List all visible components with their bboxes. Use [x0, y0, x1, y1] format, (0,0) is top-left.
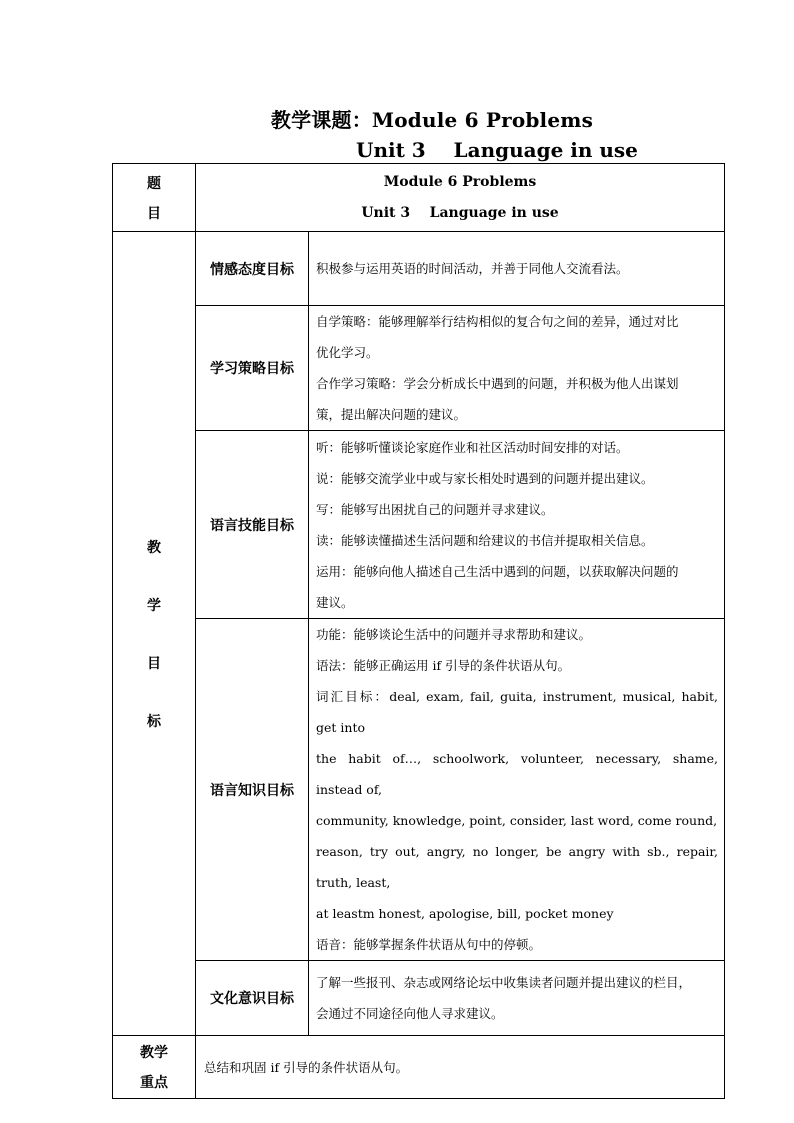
objective-line: 会通过不同途径向他人寻求建议。 — [316, 1006, 504, 1021]
objectives-label-char: 标 — [147, 713, 161, 730]
topic-label-cell — [113, 164, 196, 232]
objective-label: 语言知识目标 — [196, 619, 309, 961]
objective-line: 说：能够交流学业中或与家长相处时遇到的问题并提出建议。 — [316, 470, 654, 486]
lesson-plan-table — [112, 163, 725, 1099]
objective-line: 自学策略：能够理解举行结构相似的复合句之间的差异，通过对比 — [316, 314, 679, 329]
objective-line: 写：能够写出困扰自己的问题并寻求建议。 — [316, 501, 554, 517]
lesson-title-main: Module 6 Problems — [371, 108, 594, 132]
focus-label-cell — [113, 1036, 196, 1099]
objectives-label-cell — [113, 232, 196, 1036]
objective-line: 优化学习。 — [316, 345, 379, 360]
objective-line: 积极参与运用英语的时间活动，并善于同他人交流看法。 — [316, 261, 629, 276]
objective-label: 情感态度目标 — [196, 232, 309, 306]
objective-line: 语音：能够掌握条件状语从句中的停顿。 — [316, 937, 542, 952]
objective-label: 语言技能目标 — [196, 431, 309, 619]
objective-line: 策，提出解决问题的建议。 — [316, 407, 467, 422]
objective-row-skills — [113, 431, 725, 619]
objective-line: 词汇目标：deal, exam, fail, guita, instrument, musical, habit, get into — [316, 689, 719, 735]
objective-line: at leastm honest, apologise, bill, pocket money — [316, 906, 614, 921]
objective-content — [309, 306, 725, 431]
objective-row-culture — [113, 961, 725, 1036]
objective-line: reason, try out, angry, no longer, be angry with sb., repair, truth, least, — [316, 844, 719, 890]
focus-row — [113, 1036, 725, 1099]
topic-content-cell — [196, 164, 725, 232]
objective-line: the habit of…, schoolwork, volunteer, necessary, shame, instead of, — [316, 751, 719, 797]
topic-line-1: Module 6 Problems — [383, 173, 537, 190]
objective-content — [309, 619, 725, 961]
objective-line: 语法：能够正确运用 if 引导的条件状语从句。 — [316, 658, 571, 673]
objective-row-affect — [113, 232, 725, 306]
objective-row-strategy — [113, 306, 725, 431]
objective-row-knowledge — [113, 619, 725, 961]
objective-label: 文化意识目标 — [196, 961, 309, 1036]
objective-line: community, knowledge, point, consider, last word, come round, — [316, 813, 718, 828]
topic-line-2: Unit 3 Language in use — [361, 204, 559, 221]
objective-line: 合作学习策略：学会分析成长中遇到的问题，并积极为他人出谋划 — [316, 376, 679, 391]
objectives-label-char: 学 — [147, 597, 161, 614]
objectives-label-char: 目 — [147, 655, 161, 672]
lesson-title-prefix: 教学课题： — [270, 108, 372, 132]
lesson-subtitle: Unit 3 Language in use — [356, 138, 638, 162]
focus-label-part: 教学 — [140, 1045, 168, 1061]
objective-label: 学习策略目标 — [196, 306, 309, 431]
objective-line: 读：能够读懂描述生活问题和给建议的书信并提取相关信息。 — [316, 532, 654, 548]
objective-content — [309, 232, 725, 306]
objective-content — [309, 431, 725, 619]
objective-line: 功能：能够谈论生活中的问题并寻求帮助和建议。 — [316, 627, 592, 642]
focus-content: 总结和巩固 if 引导的条件状语从句。 — [196, 1036, 725, 1099]
lesson-title — [0, 104, 794, 133]
objective-line: 听：能够听懂谈论家庭作业和社区活动时间安排的对话。 — [316, 439, 629, 455]
focus-label-part: 重点 — [140, 1075, 168, 1091]
topic-label-char: 目 — [147, 205, 161, 222]
objectives-label-char: 教 — [147, 539, 161, 556]
objective-content — [309, 961, 725, 1036]
objective-line: 建议。 — [316, 594, 354, 610]
objective-line: 了解一些报刊、杂志或网络论坛中收集读者问题并提出建议的栏目， — [316, 975, 692, 990]
topic-row — [113, 164, 725, 232]
objective-line: 运用：能够向他人描述自己生活中遇到的问题，以获取解决问题的 — [316, 563, 679, 579]
topic-label-char: 题 — [147, 175, 161, 192]
